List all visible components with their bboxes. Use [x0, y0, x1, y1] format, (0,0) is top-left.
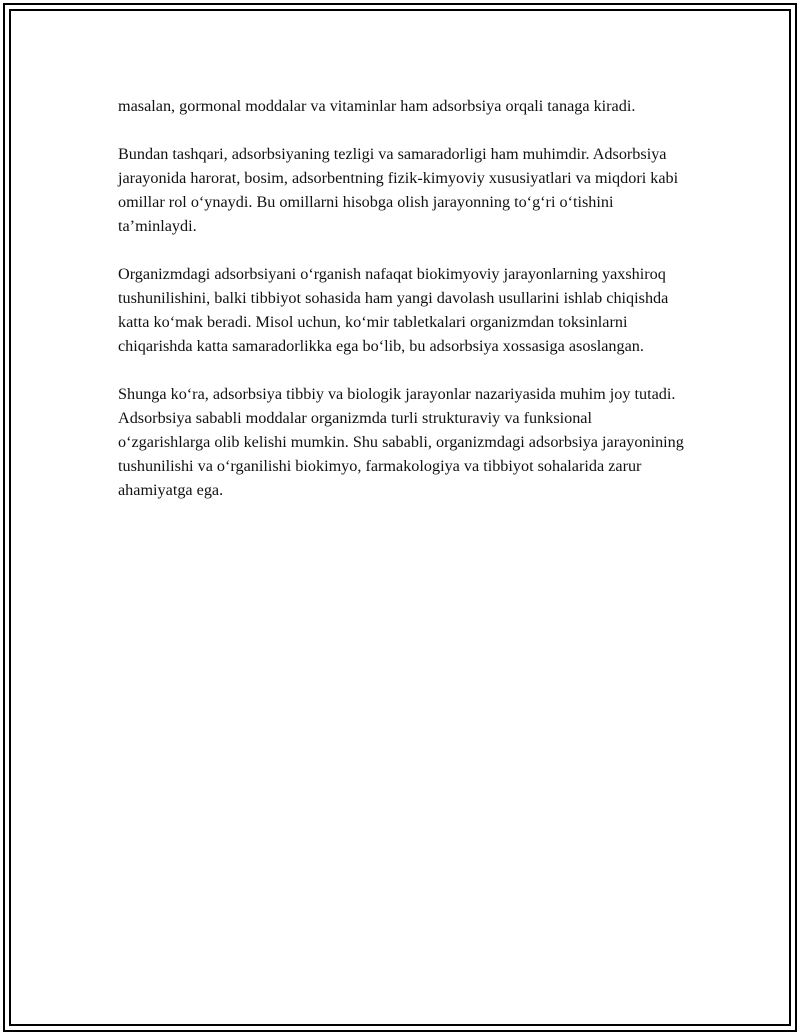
- paragraph-3: Organizmdagi adsorbsiyani o‘rganish nafaqat biokimyoviy jarayonlarning yaxshiroq tushunilishini, balki tibbiyot sohasida ham yangi davolash usullarini ishlab chiqishda katta ko‘mak beradi. Misol uchun, ko‘mir tabletkalari organizmdan toksinlarni chiqarishda katta samaradorlikka ega bo‘lib, bu adsorbsiya xossasiga asoslangan.: [118, 265, 669, 355]
- paragraph-4: Shunga ko‘ra, adsorbsiya tibbiy va biologik jarayonlar nazariyasida muhim joy tutadi. Adsorbsiya sababli moddalar organizmda turli strukturaviy va funksional o‘zgarishlarga olib kelishi mumkin. Shu sababli, organizmdagi adsorbsiya jarayonining tushunilishi va o‘rganilishi biokimyo, farmakologiya va tibbiyot sohalarida zarur ahamiyatga ega.: [118, 385, 684, 499]
- paragraph-2: Bundan tashqari, adsorbsiyaning tezligi va samaradorligi ham muhimdir. Adsorbsiya jarayonida harorat, bosim, adsorbentning fizik-kimyoviy xususiyatlari va miqdori kabi omillar rol o‘ynaydi. Bu omillarni hisobga olish jarayonning to‘g‘ri o‘tishini ta’minlaydi.: [118, 145, 679, 235]
- document-body: [118, 94, 688, 526]
- paragraph-1: masalan, gormonal moddalar va vitaminlar ham adsorbsiya orqali tanaga kiradi.: [118, 97, 636, 115]
